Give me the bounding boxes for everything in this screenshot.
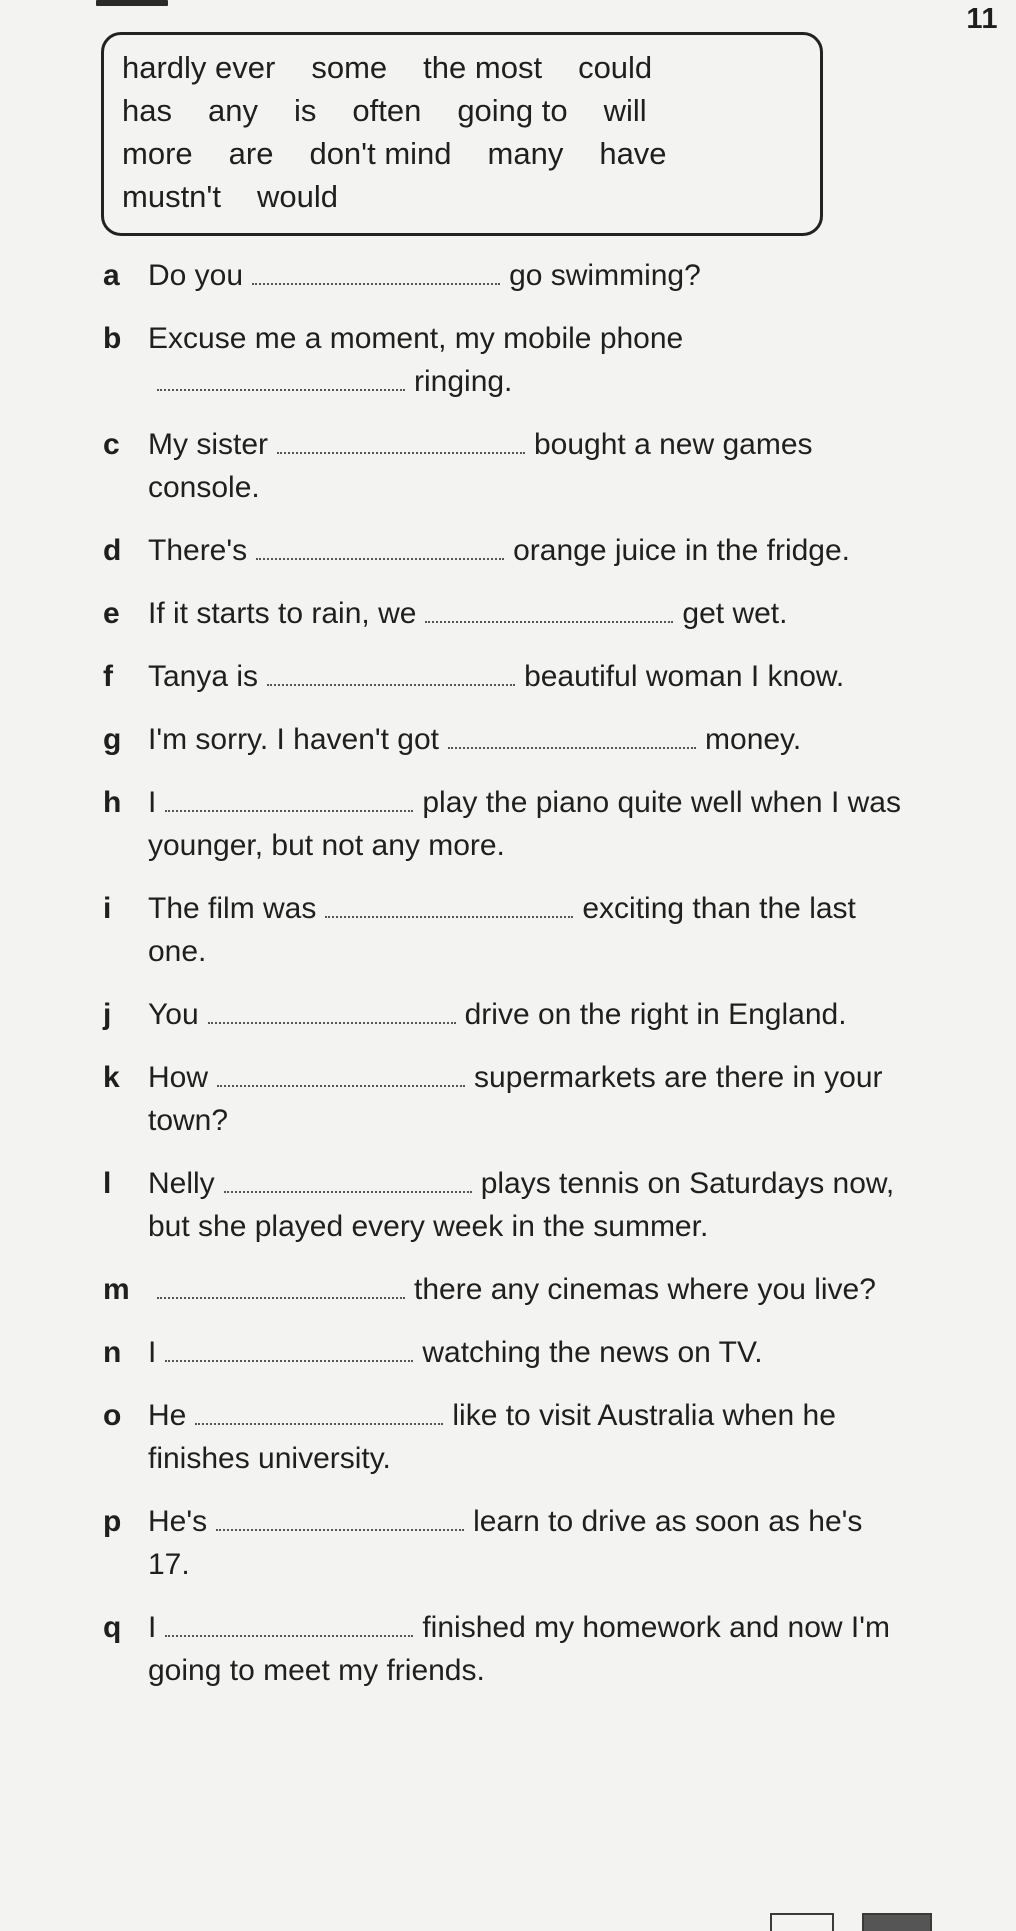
word-bank-item: any: [207, 93, 258, 128]
sentence-after-blank: finished my homework and now I'm going to meet my friends.: [148, 1611, 890, 1687]
sentence-before-blank: Excuse me a moment, my mobile phone: [148, 322, 684, 355]
exercise-item: [103, 1500, 933, 1586]
item-letter: k: [103, 1061, 120, 1094]
item-letter: f: [103, 660, 113, 693]
word-bank-item: will: [603, 93, 647, 128]
sentence-before-blank: The film was: [148, 892, 317, 925]
exercise-item: [103, 1268, 933, 1311]
exercise-item: [103, 1394, 933, 1480]
sentence-after-blank: learn to drive as soon as he's 17.: [148, 1505, 863, 1581]
word-bank-item: is: [293, 93, 317, 128]
sentence-before-blank: I: [148, 786, 157, 819]
sentence-after-blank: go swimming?: [509, 259, 701, 292]
sentence-before-blank: Do you: [148, 259, 244, 292]
exercise-item: [103, 993, 933, 1036]
item-letter: a: [103, 259, 120, 292]
item-letter: l: [103, 1167, 112, 1200]
answer-blank[interactable]: [448, 720, 696, 749]
answer-blank[interactable]: [277, 425, 525, 454]
sentence-after-blank: watching the news on TV.: [422, 1336, 763, 1369]
answer-blank[interactable]: [217, 1058, 465, 1087]
item-letter: j: [103, 998, 112, 1031]
item-letter: d: [103, 534, 122, 567]
word-bank-box: [101, 32, 823, 236]
item-letter: g: [103, 723, 122, 756]
exercise-item: [103, 1162, 933, 1248]
sentence-before-blank: He's: [148, 1505, 208, 1538]
item-letter: i: [103, 892, 112, 925]
item-letter: q: [103, 1611, 122, 1644]
item-letter: n: [103, 1336, 122, 1369]
answer-blank[interactable]: [425, 594, 673, 623]
answer-blank[interactable]: [165, 1608, 413, 1637]
item-sentence: [148, 1394, 908, 1480]
answer-blank[interactable]: [157, 1270, 405, 1299]
sentence-after-blank: drive on the right in England.: [464, 998, 847, 1031]
item-letter: m: [103, 1273, 130, 1306]
word-bank-item: hardly ever: [122, 50, 276, 85]
sentence-before-blank: Tanya is: [148, 660, 259, 693]
exercise-item: [103, 1606, 933, 1692]
item-sentence: [148, 1500, 908, 1586]
sentence-after-blank: ringing.: [414, 365, 513, 398]
item-sentence: [148, 993, 908, 1036]
item-sentence: [148, 655, 908, 698]
item-sentence: [148, 529, 908, 572]
word-bank-item: more: [122, 136, 193, 171]
sentence-after-blank: plays tennis on Saturdays now, but she played every week in the summer.: [148, 1167, 895, 1243]
sentence-after-blank: supermarkets are there in your town?: [148, 1061, 883, 1137]
item-sentence: [148, 1606, 908, 1692]
item-sentence: [148, 887, 908, 973]
word-bank-item: don't mind: [309, 136, 452, 171]
word-bank-item: often: [352, 93, 422, 128]
word-bank-item: has: [122, 93, 172, 128]
sentence-before-blank: If it starts to rain, we: [148, 597, 417, 630]
item-sentence: [148, 423, 908, 509]
word-bank-item: some: [311, 50, 388, 85]
answer-blank[interactable]: [157, 362, 405, 391]
score-box-outline: [770, 1913, 834, 1931]
word-bank-item: mustn't: [122, 179, 221, 214]
exercise-item: [103, 718, 933, 761]
item-letter: e: [103, 597, 120, 630]
word-bank-item: have: [599, 136, 667, 171]
answer-blank[interactable]: [165, 1333, 413, 1362]
answer-blank[interactable]: [216, 1502, 464, 1531]
sentence-before-blank: He: [148, 1399, 187, 1432]
word-bank-row: [122, 89, 802, 132]
sentence-before-blank: You: [148, 998, 199, 1031]
sentence-after-blank: play the piano quite well when I was younger, but not any more.: [148, 786, 901, 862]
sentence-after-blank: bought a new games console.: [148, 428, 813, 504]
exercise-item: [103, 655, 933, 698]
word-bank-item: could: [578, 50, 653, 85]
top-edge-mark: [96, 0, 168, 6]
item-letter: c: [103, 428, 120, 461]
item-letter: b: [103, 322, 122, 355]
word-bank-item: are: [228, 136, 274, 171]
sentence-before-blank: My sister: [148, 428, 268, 461]
exercise-item: [103, 529, 933, 572]
sentence-before-blank: I: [148, 1611, 157, 1644]
word-bank-item: the most: [423, 50, 543, 85]
exercise-item: [103, 1056, 933, 1142]
item-sentence: [148, 718, 908, 761]
answer-blank[interactable]: [256, 531, 504, 560]
word-bank-row: [122, 132, 802, 175]
item-sentence: [148, 1331, 908, 1374]
sentence-before-blank: How: [148, 1061, 209, 1094]
score-box-filled: [862, 1913, 932, 1931]
sentence-before-blank: There's: [148, 534, 248, 567]
sentence-before-blank: Nelly: [148, 1167, 215, 1200]
sentence-after-blank: money.: [705, 723, 802, 756]
item-sentence: [148, 1268, 908, 1311]
item-sentence: [148, 317, 908, 403]
item-sentence: [148, 1162, 908, 1248]
answer-blank[interactable]: [208, 995, 456, 1024]
exercise-item: [103, 781, 933, 867]
sentence-after-blank: exciting than the last one.: [148, 892, 856, 968]
sentence-after-blank: there any cinemas where you live?: [414, 1273, 876, 1306]
exercise-item: [103, 317, 933, 403]
answer-blank[interactable]: [224, 1164, 472, 1193]
exercise-item: [103, 1331, 933, 1374]
sentence-after-blank: like to visit Australia when he finishes university.: [148, 1399, 836, 1475]
page-number: 11: [966, 3, 998, 35]
item-sentence: [148, 781, 908, 867]
exercise-item: [103, 592, 933, 635]
word-bank-row: [122, 46, 802, 89]
item-letter: o: [103, 1399, 122, 1432]
answer-blank[interactable]: [195, 1396, 443, 1425]
word-bank-item: would: [256, 179, 338, 214]
exercise-item: [103, 254, 933, 297]
sentence-after-blank: beautiful woman I know.: [524, 660, 845, 693]
sentence-after-blank: orange juice in the fridge.: [513, 534, 850, 567]
item-letter: p: [103, 1505, 122, 1538]
exercise-item: [103, 423, 933, 509]
exercise-item: [103, 887, 933, 973]
answer-blank[interactable]: [325, 889, 573, 918]
sentence-after-blank: get wet.: [682, 597, 788, 630]
sentence-before-blank: I'm sorry. I haven't got: [148, 723, 440, 756]
exercise-list: [103, 254, 933, 1712]
word-bank-item: many: [487, 136, 564, 171]
item-letter: h: [103, 786, 122, 819]
item-sentence: [148, 1056, 908, 1142]
item-sentence: [148, 592, 908, 635]
item-sentence: [148, 254, 908, 297]
answer-blank[interactable]: [252, 256, 500, 285]
answer-blank[interactable]: [267, 657, 515, 686]
answer-blank[interactable]: [165, 783, 413, 812]
word-bank-row: [122, 175, 802, 218]
sentence-before-blank: I: [148, 1336, 157, 1369]
word-bank-item: going to: [457, 93, 568, 128]
